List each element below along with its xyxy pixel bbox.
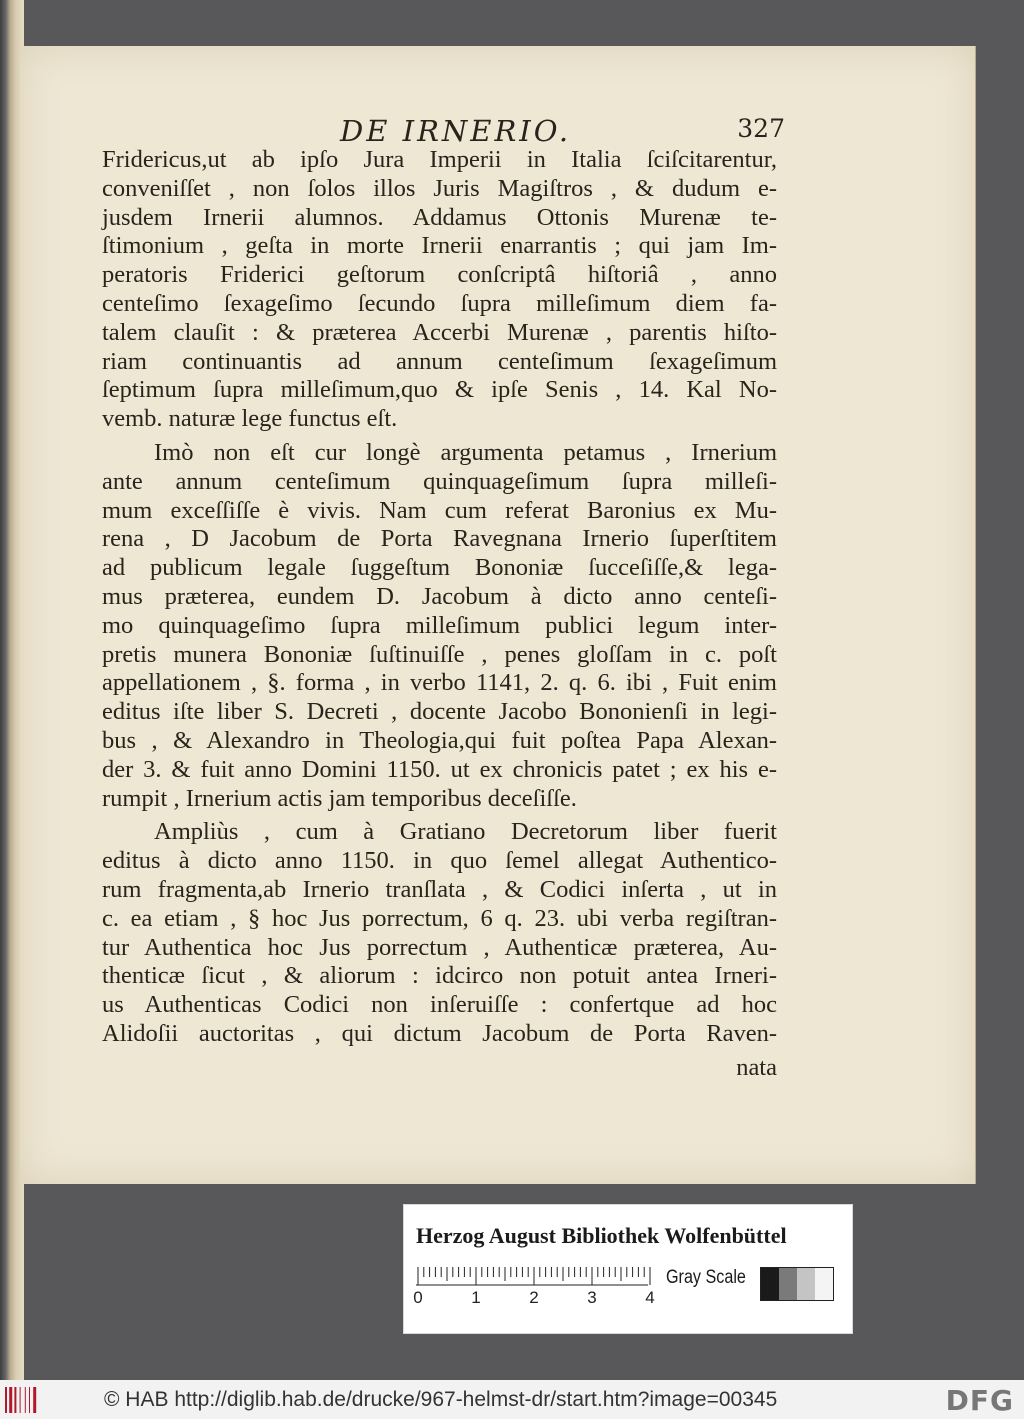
dfg-logo: DFG [945,1384,1014,1417]
barcode-bar [25,1387,26,1413]
text-line: Fridericus,ut ab ipſo Jura Imperii in Italia ſciſcitarentur, [102,146,777,173]
paragraph [102,146,777,434]
text-line: rena , D Jacobum de Porta Ravegnana Irnerio ſuperſtitem [102,525,777,553]
ruler-label: 2 [529,1288,539,1307]
text-line: Alidoſii auctoritas , qui dictum Jacobum de Porta Raven- [102,1019,777,1047]
text-line: tur Authentica hoc Jus porrectum , Authenticæ præterea, Au- [102,933,777,961]
gray-swatch [815,1268,833,1300]
text-line: talem clauſit : & præterea Accerbi Murenæ , parentis hiſto- [102,318,777,346]
ruler-label: 0 [413,1288,423,1307]
barcode-bar [5,1387,7,1413]
gray-swatch [797,1268,815,1300]
text-line: appellationem , §. forma , in verbo 1141, 2. q. 6. ibi , Fuit enim [102,669,777,697]
footer-bar [0,1380,1024,1419]
gray-swatch [779,1268,797,1300]
page-number: 327 [737,114,785,143]
page-header [120,114,785,150]
text-line: riam continuantis ad annum centeſimum ſexageſimum [102,347,777,375]
color-target-card [403,1204,853,1334]
text-line: Imò non eſt cur longè argumenta petamus , Irnerium [154,438,777,466]
text-line: rum fragmenta,ab Irnerio tranſlata , & Codici inſerta , ut in [102,875,777,903]
barcode-bar [14,1387,16,1413]
text-line: Ampliùs , cum à Gratiano Decretorum liber fuerit [154,818,777,846]
text-line: ante annum centeſimum quinquageſimum ſupra milleſi- [102,467,777,495]
text-line: thenticæ ſicut , & aliorum : idcirco non potuit antea Irneri- [102,962,777,990]
text-line: editus à dicto anno 1150. in quo ſemel allegat Authentico- [102,847,777,875]
text-line: us Authenticas Codici non inſeruiſſe : confertque ad hoc [102,991,777,1019]
text-line: ſeptimum ſupra milleſimum,quo & ipſe Senis , 14. Kal No- [102,376,777,404]
text-line: rumpit , Irnerium actis jam temporibus deceſiſſe. [102,784,577,812]
running-title: DE IRNERIO. [340,114,572,148]
ruler-label: 1 [471,1288,481,1307]
gray-scale-label: Gray Scale [666,1267,746,1288]
text-line: editus iſte liber S. Decreti , docente Jacobo Bononienſi in legi- [102,698,777,726]
ruler-label: 3 [587,1288,597,1307]
text-line: pretis munera Bononiæ ſuſtinuiſſe , penes gloſſam in c. poſt [102,640,777,668]
text-line: c. ea etiam , § hoc Jus porrectum, 6 q. 23. ubi verba regiſtran- [102,904,777,932]
text-line: mus præterea, eundem D. Jacobum à dicto anno centeſi- [102,582,777,610]
text-line: ad publicum legale ſuggeſtum Bononiæ ſucceſiſſe,& lega- [102,554,777,582]
text-line: peratoris Friderici geſtorum conſcriptâ hiſtoriâ , anno [102,261,777,289]
barcode-bar [29,1387,30,1413]
paragraph [102,439,777,813]
ruler-label: 4 [645,1288,655,1307]
copyright-url[interactable]: © HAB http://diglib.hab.de/drucke/967-helmst-dr/start.htm?image=00345 [104,1388,778,1411]
text-line: bus , & Alexandro in Theologia,qui fuit poſtea Papa Alexan- [102,726,777,754]
barcode-bar [20,1387,21,1413]
text-line: mo quinquageſimo ſupra milleſimum publici legum inter- [102,611,777,639]
gray-swatch [761,1268,779,1300]
text-line: mum exceſſiſſe è vivis. Nam cum referat Baronius ex Mu- [102,496,777,524]
text-line: der 3. & fuit anno Domini 1150. ut ex chronicis patet ; ex his e- [102,755,777,783]
barcode-icon [4,1385,44,1415]
text-line: ſtimonium , geſta in morte Irnerii enarrantis ; qui jam Im- [102,232,777,260]
catchword: nata [736,1053,777,1081]
text-line: centeſimo ſexageſimo ſecundo ſupra milleſimum diem fa- [102,289,777,317]
barcode-bar [9,1387,12,1413]
text-line: conveniſſet , non ſolos illos Juris Magiſtros , & dudum e- [102,174,777,202]
scale-ruler [412,1265,655,1307]
text-line: vemb. naturæ lege functus eſt. [102,405,398,433]
barcode-bar [33,1387,36,1413]
library-name: Herzog August Bibliothek Wolfenbüttel [416,1223,787,1248]
text-line: jusdem Irnerii alumnos. Addamus Ottonis Murenæ te- [102,203,777,231]
paragraph [102,818,777,1048]
body-text [102,146,777,1083]
gray-scale-swatches [760,1267,834,1301]
book-page [20,46,976,1184]
